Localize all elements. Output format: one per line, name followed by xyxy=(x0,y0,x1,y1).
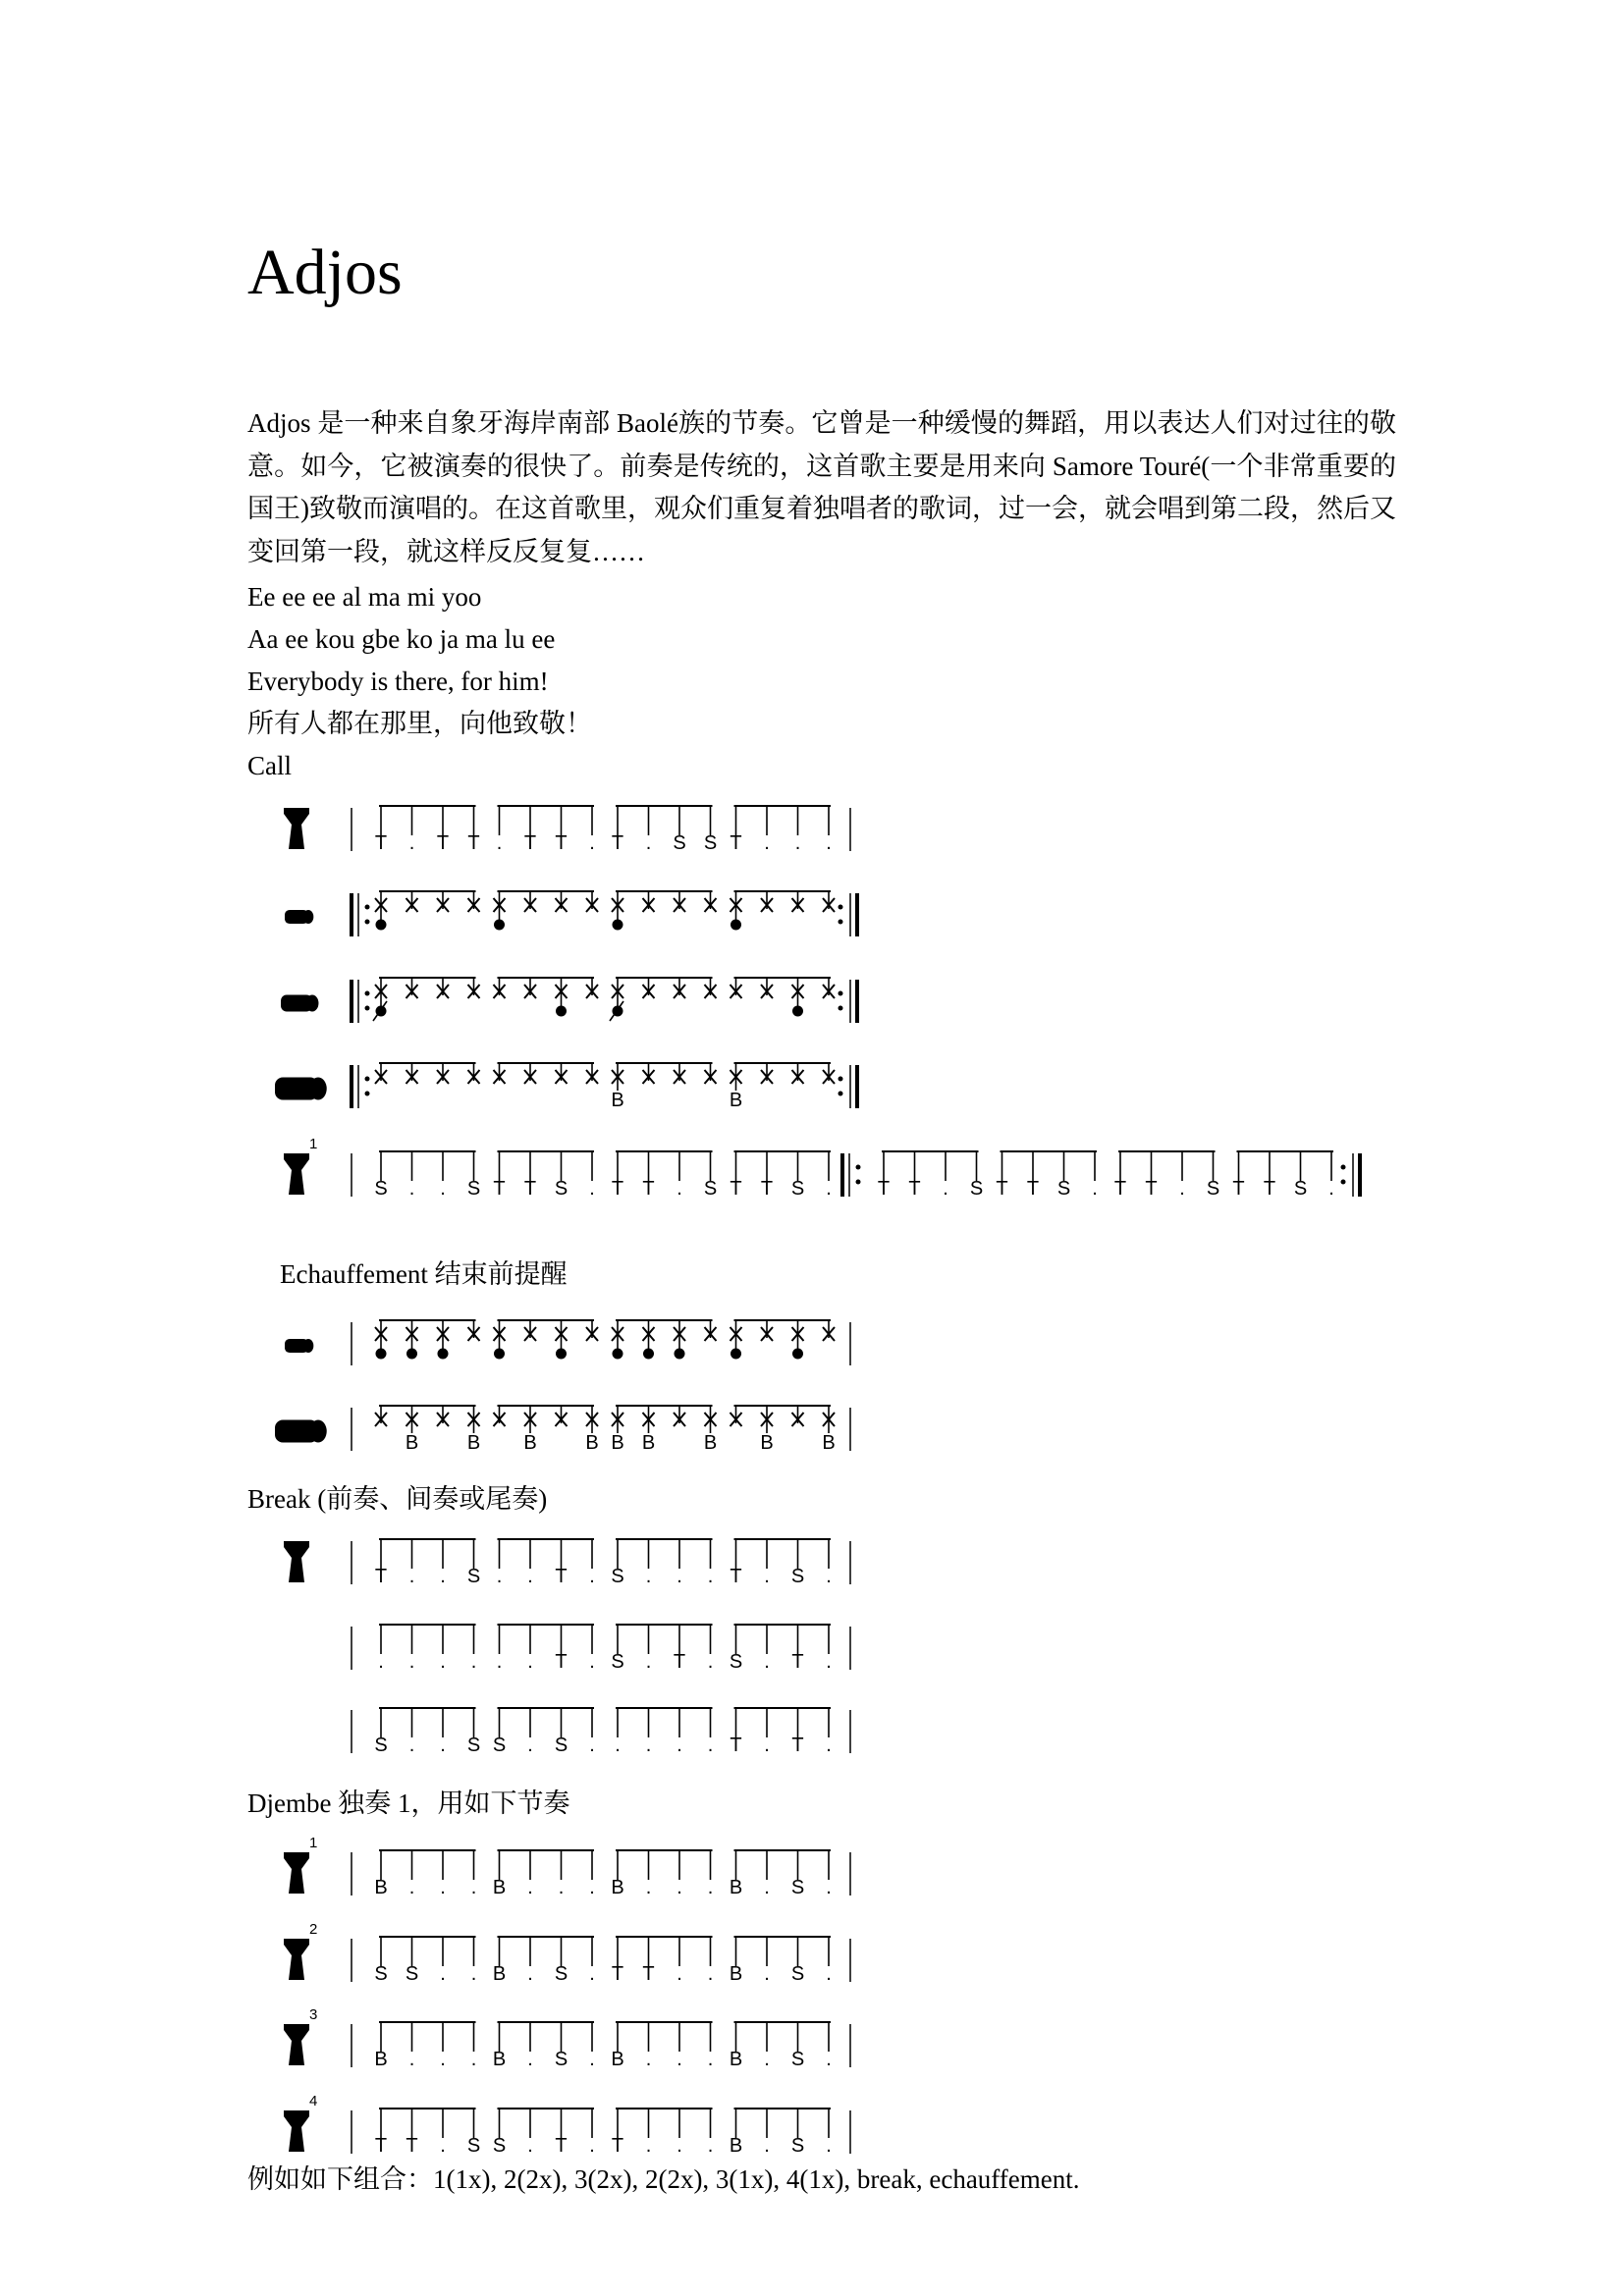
note-label: B xyxy=(729,2049,743,2070)
note-label: . xyxy=(440,1963,446,1985)
note-label: B xyxy=(611,2049,624,2070)
note-label: S xyxy=(673,832,686,854)
dundunba-icon xyxy=(275,1078,327,1100)
note-label: S xyxy=(554,1963,568,1985)
note-label: B xyxy=(703,1432,718,1454)
note-label: T xyxy=(555,1566,568,1587)
page-title: Adjos xyxy=(247,237,403,308)
note-label: S xyxy=(729,1651,743,1673)
djembe-icon xyxy=(284,2024,309,2065)
repeat-dot xyxy=(839,991,843,996)
djembe-icon xyxy=(284,1153,309,1195)
repeat-dot xyxy=(856,1165,861,1170)
intro-paragraph: Adjos 是一种来自象牙海岸南部 Baolé族的节奏。它曾是一种缓慢的舞蹈，用以表达人们对过往的敬意。如今，它被演奏的很快了。前奏是传统的，这首歌主要是用来向 Samore Touré(一个非常重要的国王)致敬而演唱的。在这首歌里，观众们重复着独唱者的歌词，过一会，就会唱到第二段，然后又变回第一段，就这样反反复复…… xyxy=(247,408,1396,566)
note-label: . xyxy=(645,2049,652,2070)
note-label: . xyxy=(943,1178,948,1200)
note-label: S xyxy=(374,1735,388,1756)
note-label: . xyxy=(677,1566,682,1587)
note-label: B xyxy=(585,1432,599,1454)
note-label: . xyxy=(764,1735,770,1756)
djembe-icon xyxy=(284,808,309,849)
note-label: . xyxy=(645,1566,652,1587)
note-label: S xyxy=(466,1566,481,1587)
note-label: . xyxy=(707,1963,714,1985)
note-label: B xyxy=(611,1090,624,1111)
note-dot xyxy=(731,1349,741,1360)
note-label: . xyxy=(496,832,503,854)
repeat-dot xyxy=(365,991,370,996)
note-label: . xyxy=(589,2135,595,2157)
note-label: . xyxy=(826,1651,832,1673)
note-label: B xyxy=(374,1877,388,1898)
note-label: . xyxy=(378,1651,384,1673)
note-label: . xyxy=(707,2049,714,2070)
note-label: S xyxy=(554,1178,568,1200)
note-label: S xyxy=(492,1735,507,1756)
lyric-line-1: Ee ee ee al ma mi yoo xyxy=(247,582,482,612)
note-label: . xyxy=(440,1651,446,1673)
note-label: T xyxy=(760,1178,774,1200)
repeat-dot xyxy=(365,920,370,925)
note-label: T xyxy=(611,832,624,854)
note-label: . xyxy=(440,2135,446,2157)
note-label: B xyxy=(466,1432,481,1454)
note-label: . xyxy=(677,1963,682,1985)
note-label: T xyxy=(436,832,450,854)
note-label: . xyxy=(677,1178,682,1200)
note-label: . xyxy=(826,1566,832,1587)
note-dot xyxy=(792,1349,803,1360)
repeat-dot xyxy=(839,1077,843,1082)
note-label: T xyxy=(877,1178,891,1200)
lyric-line-3: Everybody is there, for him! xyxy=(247,667,549,696)
section-solo-heading: Djembe 独奏 1，用如下节奏 xyxy=(247,1789,570,1818)
note-label: T xyxy=(1026,1178,1040,1200)
drum-number: 4 xyxy=(309,2093,318,2109)
repeat-dot xyxy=(839,1092,843,1096)
note-label: S xyxy=(790,1178,805,1200)
note-label: . xyxy=(645,1651,652,1673)
note-label: . xyxy=(764,1877,770,1898)
note-dot xyxy=(731,920,741,931)
note-label: T xyxy=(374,1566,388,1587)
note-label: S xyxy=(1056,1178,1071,1200)
note-dot xyxy=(376,920,387,931)
note-label: T xyxy=(555,1651,568,1673)
note-label: B xyxy=(729,1877,743,1898)
note-dot xyxy=(406,1349,417,1360)
repeat-dot xyxy=(856,1180,861,1185)
note-label: S xyxy=(554,2049,568,2070)
note-label: . xyxy=(496,1566,503,1587)
note-label: T xyxy=(908,1178,921,1200)
note-label: B xyxy=(492,2049,507,2070)
note-label: S xyxy=(790,2135,805,2157)
repeat-dot xyxy=(365,1092,370,1096)
section-call-heading: Call xyxy=(247,751,292,780)
note-label: . xyxy=(826,1178,832,1200)
note-label: S xyxy=(466,2135,481,2157)
note-label: . xyxy=(440,1178,446,1200)
note-label: T xyxy=(730,1178,742,1200)
note-label: T xyxy=(642,1963,655,1985)
note-label: . xyxy=(677,1877,682,1898)
drum-number: 2 xyxy=(309,1921,318,1938)
note-label: B xyxy=(611,1432,624,1454)
note-label: T xyxy=(523,1178,537,1200)
note-label: . xyxy=(527,2049,533,2070)
note-label: T xyxy=(1113,1178,1127,1200)
note-label: . xyxy=(408,1566,415,1587)
sangban-icon xyxy=(281,995,318,1012)
note-label: . xyxy=(707,1651,714,1673)
note-dot xyxy=(613,1349,623,1360)
note-label: . xyxy=(440,1566,446,1587)
note-label: T xyxy=(791,1735,804,1756)
note-label: B xyxy=(729,2135,743,2157)
section-echauffement-heading: Echauffement 结束前提醒 xyxy=(280,1259,568,1289)
note-label: . xyxy=(707,2135,714,2157)
note-label: . xyxy=(408,1178,415,1200)
note-label: T xyxy=(730,832,742,854)
note-label: T xyxy=(555,2135,568,2157)
repeat-dot xyxy=(365,1006,370,1011)
note-label: . xyxy=(527,1651,533,1673)
note-label: . xyxy=(589,1963,595,1985)
note-label: B xyxy=(760,1432,774,1454)
note-dot xyxy=(613,920,623,931)
note-label: . xyxy=(1328,1178,1334,1200)
note-label: T xyxy=(611,1963,624,1985)
note-label: B xyxy=(611,1877,624,1898)
note-label: . xyxy=(470,1651,477,1673)
repeat-dot xyxy=(365,905,370,910)
note-label: B xyxy=(729,1090,743,1111)
note-label: . xyxy=(527,2135,533,2157)
note-label: T xyxy=(642,1178,655,1200)
note-label: T xyxy=(730,1735,742,1756)
note-label: . xyxy=(707,1735,714,1756)
note-label: T xyxy=(791,1651,804,1673)
djembe-icon xyxy=(284,1541,309,1582)
note-label: . xyxy=(826,2135,832,2157)
note-label: . xyxy=(826,1877,832,1898)
note-label: . xyxy=(527,1963,533,1985)
note-label: B xyxy=(492,1877,507,1898)
note-label: B xyxy=(492,1963,507,1985)
note-label: T xyxy=(523,832,537,854)
note-label: T xyxy=(467,832,480,854)
repeat-dot xyxy=(1341,1180,1346,1185)
note-label: T xyxy=(374,2135,388,2157)
note-label: S xyxy=(1206,1178,1220,1200)
note-label: S xyxy=(405,1963,419,1985)
note-dot xyxy=(556,1349,567,1360)
note-label: . xyxy=(1179,1178,1185,1200)
note-label: S xyxy=(554,1735,568,1756)
note-label: . xyxy=(589,1566,595,1587)
drum-number: 3 xyxy=(309,2006,318,2023)
note-label: S xyxy=(790,1566,805,1587)
repeat-dot xyxy=(365,1077,370,1082)
note-label: . xyxy=(677,1735,682,1756)
note-label: S xyxy=(466,1178,481,1200)
note-label: . xyxy=(826,2049,832,2070)
note-label: T xyxy=(611,1178,624,1200)
note-label: . xyxy=(764,2049,770,2070)
note-label: . xyxy=(826,832,832,854)
note-label: . xyxy=(440,2049,446,2070)
note-label: T xyxy=(673,1651,686,1673)
repeat-dot xyxy=(839,1006,843,1011)
note-dot xyxy=(792,1006,803,1017)
note-label: B xyxy=(641,1432,656,1454)
note-label: . xyxy=(826,1963,832,1985)
note-label: . xyxy=(645,832,652,854)
note-label: . xyxy=(764,1963,770,1985)
note-label: S xyxy=(374,1963,388,1985)
note-label: T xyxy=(1145,1178,1158,1200)
note-label: T xyxy=(996,1178,1008,1200)
repeat-dot xyxy=(839,905,843,910)
note-label: . xyxy=(470,1963,477,1985)
footer-combination: 例如如下组合：1(1x), 2(2x), 3(2x), 2(2x), 3(1x), 4(1x), break, echauffement. xyxy=(247,2164,1080,2194)
note-label: S xyxy=(611,1566,624,1587)
note-label: . xyxy=(589,832,595,854)
note-label: . xyxy=(764,832,770,854)
drum-number: 1 xyxy=(309,1835,318,1851)
note-label: . xyxy=(677,2049,682,2070)
note-label: . xyxy=(764,1566,770,1587)
note-label: S xyxy=(492,2135,507,2157)
note-label: . xyxy=(677,2135,682,2157)
note-label: . xyxy=(615,1735,621,1756)
drum-number: 1 xyxy=(309,1136,318,1152)
kenkeni-icon xyxy=(285,910,313,924)
section-break-heading: Break (前奏、间奏或尾奏) xyxy=(247,1484,548,1514)
note-label: . xyxy=(408,2049,415,2070)
note-dot xyxy=(556,1006,567,1017)
note-label: B xyxy=(374,2049,388,2070)
dundunba-icon xyxy=(275,1420,327,1443)
note-label: . xyxy=(826,1735,832,1756)
note-label: . xyxy=(527,1566,533,1587)
note-label: . xyxy=(408,1735,415,1756)
note-label: . xyxy=(707,1877,714,1898)
note-label: S xyxy=(969,1178,984,1200)
note-label: S xyxy=(703,832,718,854)
note-label: . xyxy=(645,2135,652,2157)
repeat-dot xyxy=(1341,1165,1346,1170)
note-label: . xyxy=(589,1178,595,1200)
note-label: S xyxy=(790,1963,805,1985)
note-dot xyxy=(675,1349,685,1360)
kenkeni-icon xyxy=(285,1339,313,1353)
note-label: S xyxy=(466,1735,481,1756)
note-label: T xyxy=(730,1566,742,1587)
note-dot xyxy=(494,1349,505,1360)
note-label: . xyxy=(589,1735,595,1756)
note-label: . xyxy=(408,1651,415,1673)
note-label: . xyxy=(1092,1178,1098,1200)
djembe-icon xyxy=(284,2110,309,2152)
note-label: S xyxy=(790,1877,805,1898)
note-label: . xyxy=(496,1651,503,1673)
note-label: . xyxy=(470,2049,477,2070)
note-label: . xyxy=(707,1566,714,1587)
note-label: B xyxy=(822,1432,836,1454)
note-label: . xyxy=(764,2135,770,2157)
note-label: . xyxy=(440,1735,446,1756)
note-label: . xyxy=(408,832,415,854)
note-label: T xyxy=(1232,1178,1245,1200)
note-label: T xyxy=(493,1178,506,1200)
lyric-line-2: Aa ee kou gbe ko ja ma lu ee xyxy=(247,624,556,654)
note-label: . xyxy=(470,1877,477,1898)
note-label: T xyxy=(611,2135,624,2157)
note-label: T xyxy=(555,832,568,854)
note-label: . xyxy=(527,1877,533,1898)
note-dot xyxy=(376,1349,387,1360)
note-label: B xyxy=(523,1432,537,1454)
note-label: S xyxy=(1293,1178,1308,1200)
note-label: . xyxy=(764,1651,770,1673)
note-dot xyxy=(438,1349,449,1360)
djembe-icon xyxy=(284,1852,309,1894)
note-label: . xyxy=(408,1877,415,1898)
note-dot xyxy=(494,920,505,931)
note-label: S xyxy=(374,1178,388,1200)
lyric-line-4: 所有人都在那里，向他致敬！ xyxy=(247,709,592,738)
note-label: . xyxy=(794,832,801,854)
note-label: . xyxy=(645,1877,652,1898)
repeat-dot xyxy=(839,920,843,925)
note-label: T xyxy=(406,2135,418,2157)
note-label: . xyxy=(645,1735,652,1756)
note-label: . xyxy=(440,1877,446,1898)
note-label: B xyxy=(729,1963,743,1985)
note-label: S xyxy=(611,1651,624,1673)
note-dot xyxy=(643,1349,654,1360)
note-label: T xyxy=(374,832,388,854)
note-label: . xyxy=(558,1877,565,1898)
djembe-icon xyxy=(284,1939,309,1980)
note-label: B xyxy=(405,1432,419,1454)
note-label: . xyxy=(527,1735,533,1756)
note-label: . xyxy=(589,1877,595,1898)
note-label: S xyxy=(703,1178,718,1200)
note-label: T xyxy=(1263,1178,1276,1200)
note-label: . xyxy=(589,2049,595,2070)
note-label: S xyxy=(790,2049,805,2070)
note-label: . xyxy=(589,1651,595,1673)
